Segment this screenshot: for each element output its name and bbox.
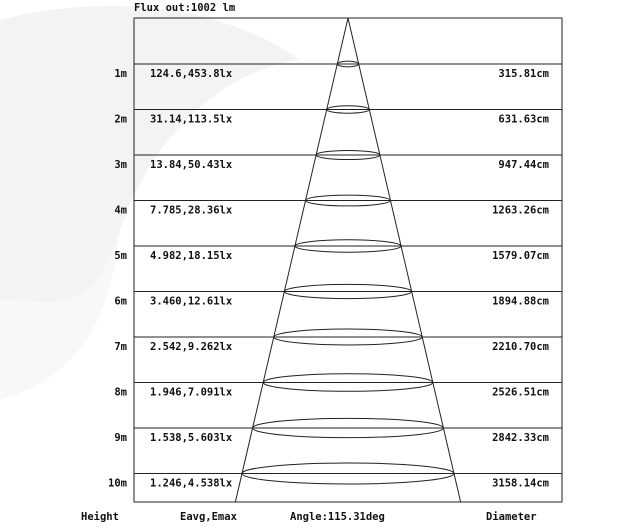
beam-angle-label: Angle:115.31deg xyxy=(290,511,385,523)
row-illuminance-label: 3.460,12.61lx xyxy=(150,295,233,308)
row-diameter-label: 1894.88cm xyxy=(492,295,549,308)
row-illuminance-label: 31.14,113.5lx xyxy=(150,113,233,126)
row-diameter-label: 2842.33cm xyxy=(492,432,549,444)
row-diameter-label: 631.63cm xyxy=(498,113,549,126)
row-height-label: 9m xyxy=(114,432,127,444)
row-height-label: 4m xyxy=(114,204,127,217)
cone-right-edge xyxy=(348,18,461,502)
row-diameter-label: 3158.14cm xyxy=(492,477,549,490)
row-illuminance-label: 1.946,7.091lx xyxy=(150,386,233,399)
row-diameter-label: 1263.26cm xyxy=(492,204,549,217)
light-cone xyxy=(235,18,460,502)
row-illuminance-label: 13.84,50.43lx xyxy=(150,159,233,171)
row-diameter-label: 315.81cm xyxy=(498,68,549,80)
row-illuminance-label: 124.6,453.8lx xyxy=(150,68,233,80)
row-height-label: 3m xyxy=(114,159,127,171)
row-illuminance-label: 4.982,18.15lx xyxy=(150,250,233,262)
cone-left-edge xyxy=(235,18,348,502)
row-height-label: 6m xyxy=(114,295,127,308)
row-height-label: 7m xyxy=(114,341,127,353)
row-illuminance-label: 1.246,4.538lx xyxy=(150,477,233,490)
row-diameter-label: 2210.70cm xyxy=(492,341,549,353)
height-column-label: Height xyxy=(81,511,119,523)
row-height-label: 2m xyxy=(114,113,127,126)
row-diameter-label: 2526.51cm xyxy=(492,386,549,399)
row-height-label: 8m xyxy=(114,386,127,399)
row-illuminance-label: 7.785,28.36lx xyxy=(150,204,233,217)
row-diameter-label: 947.44cm xyxy=(498,159,549,171)
row-illuminance-label: 1.538,5.603lx xyxy=(150,432,233,444)
eavg-emax-column-label: Eavg,Emax xyxy=(180,511,237,523)
row-height-label: 5m xyxy=(114,250,127,262)
diameter-column-label: Diameter xyxy=(486,511,537,523)
row-illuminance-label: 2.542,9.262lx xyxy=(150,341,233,353)
row-height-label: 1m xyxy=(114,68,127,80)
row-height-label: 10m xyxy=(108,477,127,490)
row-diameter-label: 1579.07cm xyxy=(492,250,549,262)
flux-label: Flux out:1002 lm xyxy=(134,2,236,14)
